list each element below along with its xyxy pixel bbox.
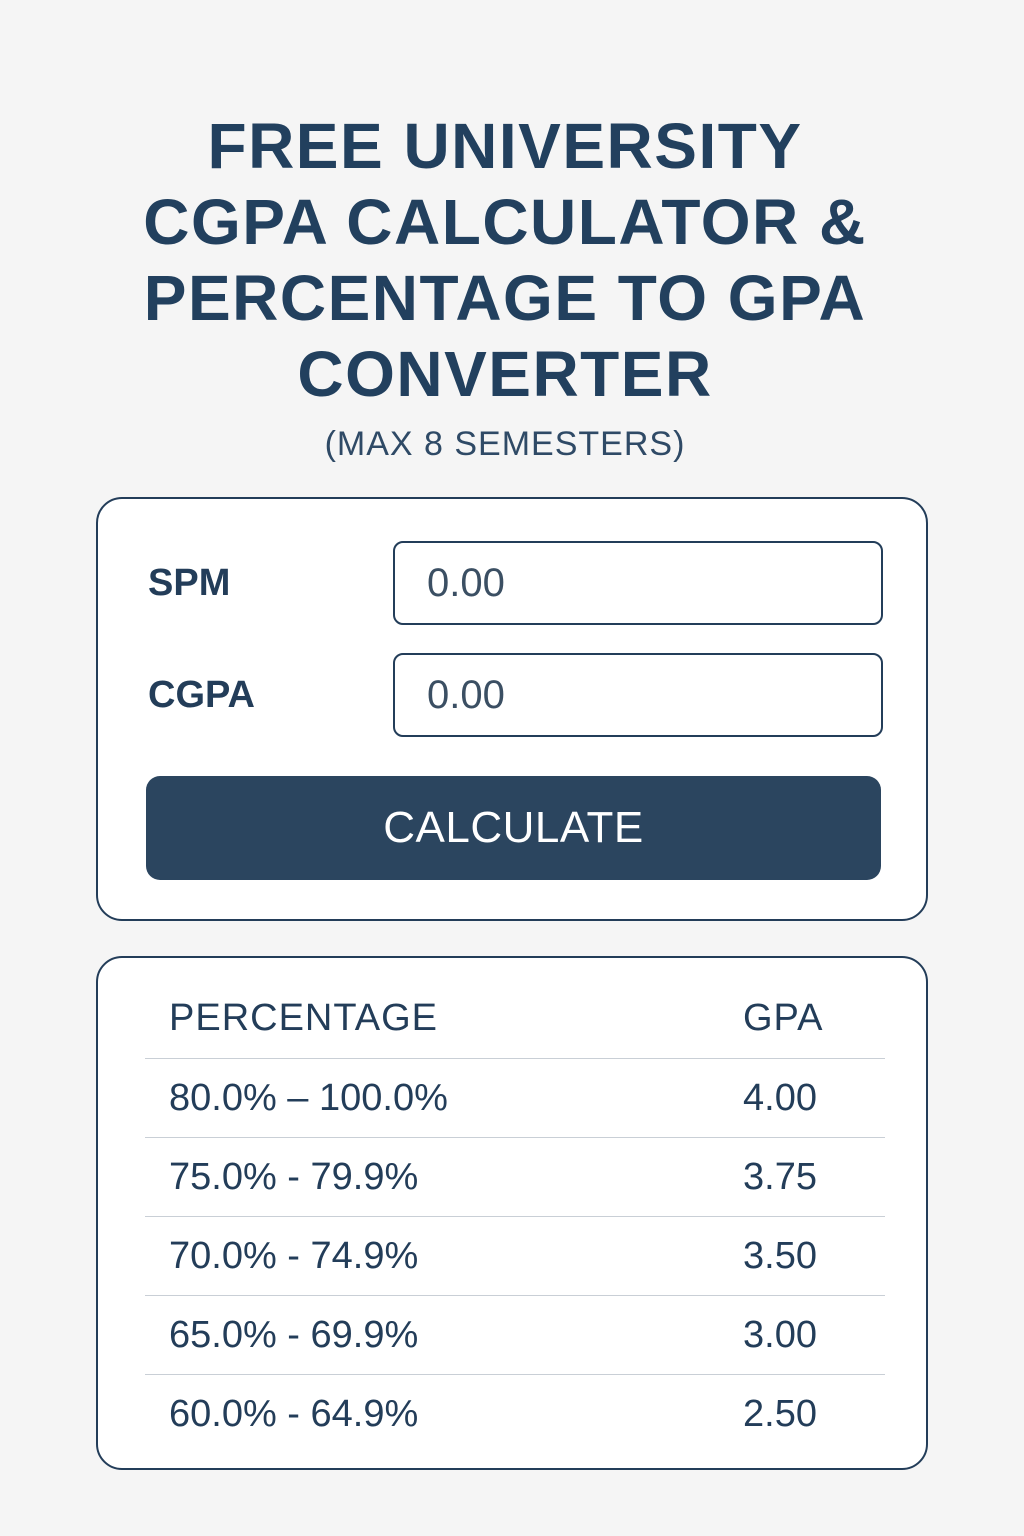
title-line-1: FREE UNIVERSITY [207, 110, 803, 182]
cgpa-input[interactable] [393, 653, 883, 737]
table-row [145, 1217, 885, 1296]
percentage-cell: 65.0% - 69.9% [145, 1296, 719, 1375]
title-line-3: PERCENTAGE TO GPA [143, 262, 867, 334]
header-gpa: GPA [719, 978, 885, 1059]
spm-label: SPM [148, 562, 231, 604]
percentage-cell: 70.0% - 74.9% [145, 1217, 719, 1296]
gpa-cell: 4.00 [719, 1059, 885, 1138]
table-row [145, 1296, 885, 1375]
cgpa-label: CGPA [148, 674, 255, 716]
calculator-form [96, 497, 928, 921]
grade-table-card [96, 956, 928, 1470]
percentage-cell: 80.0% – 100.0% [145, 1059, 719, 1138]
page-title [0, 108, 1010, 412]
gpa-cell: 3.50 [719, 1217, 885, 1296]
spm-input[interactable] [393, 541, 883, 625]
header-percentage: PERCENTAGE [145, 978, 719, 1059]
gpa-cell: 3.00 [719, 1296, 885, 1375]
percentage-cell: 60.0% - 64.9% [169, 1392, 419, 1435]
gpa-cell: 3.75 [719, 1138, 885, 1217]
page-subtitle: (MAX 8 SEMESTERS) [324, 425, 686, 463]
table-row [145, 1375, 885, 1454]
title-line-2: CGPA CALCULATOR & [143, 186, 867, 258]
percentage-cell: 75.0% - 79.9% [145, 1138, 719, 1217]
table-row [145, 1059, 885, 1138]
calculate-button[interactable]: CALCULATE [146, 776, 881, 880]
table-row [145, 1138, 885, 1217]
grade-table [145, 978, 885, 1453]
gpa-cell: 2.50 [743, 1392, 817, 1435]
table-header-row [145, 978, 885, 1059]
title-line-4: CONVERTER [297, 338, 713, 410]
